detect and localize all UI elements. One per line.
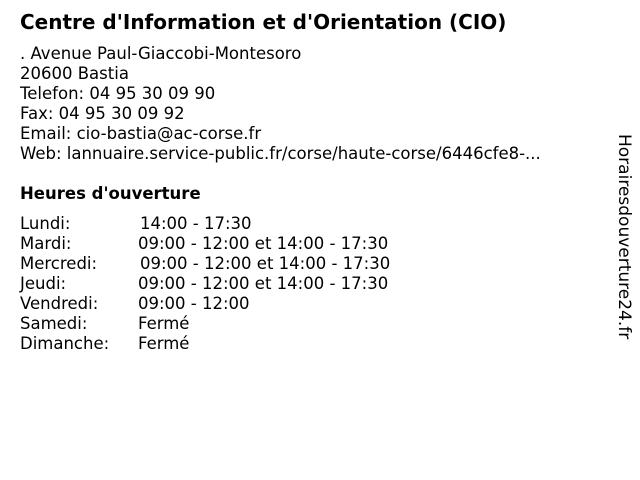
- business-title: Centre d'Information et d'Orientation (CIO): [20, 10, 507, 34]
- day-label: Dimanche:: [20, 334, 110, 353]
- hours-row-mardi: [20, 234, 440, 254]
- hours-row-jeudi: [20, 274, 440, 294]
- fax-number: Fax: 04 95 30 09 92: [20, 104, 185, 123]
- time-value: 09:00 - 12:00: [138, 294, 250, 313]
- site-watermark: Horairesdouverture24.fr: [614, 134, 634, 340]
- time-value: 09:00 - 12:00 et 14:00 - 17:30: [138, 234, 389, 253]
- hours-row-samedi: [20, 314, 440, 334]
- time-value: 09:00 - 12:00 et 14:00 - 17:30: [140, 254, 391, 273]
- day-label: Lundi:: [20, 214, 71, 233]
- day-label: Jeudi:: [20, 274, 67, 293]
- contact-info: [20, 44, 541, 164]
- day-label: Mardi:: [20, 234, 72, 253]
- hours-row-vendredi: [20, 294, 440, 314]
- hours-heading: Heures d'ouverture: [20, 184, 201, 203]
- address-street: . Avenue Paul-Giaccobi-Montesoro: [20, 44, 302, 63]
- hours-row-dimanche: [20, 334, 440, 354]
- website-url: Web: lannuaire.service-public.fr/corse/haute-corse/6446cfe8-...: [20, 144, 541, 163]
- opening-hours-table: [20, 214, 440, 354]
- day-label: Samedi:: [20, 314, 88, 333]
- time-value: 14:00 - 17:30: [140, 214, 252, 233]
- address-city: 20600 Bastia: [20, 64, 129, 83]
- email-address: Email: cio-bastia@ac-corse.fr: [20, 124, 262, 143]
- time-value: Fermé: [138, 314, 190, 333]
- day-label: Vendredi:: [20, 294, 99, 313]
- hours-row-mercredi: [20, 254, 440, 274]
- hours-row-lundi: [20, 214, 440, 234]
- time-value: Fermé: [138, 334, 190, 353]
- phone-number: Telefon: 04 95 30 09 90: [20, 84, 216, 103]
- day-label: Mercredi:: [20, 254, 98, 273]
- time-value: 09:00 - 12:00 et 14:00 - 17:30: [138, 274, 389, 293]
